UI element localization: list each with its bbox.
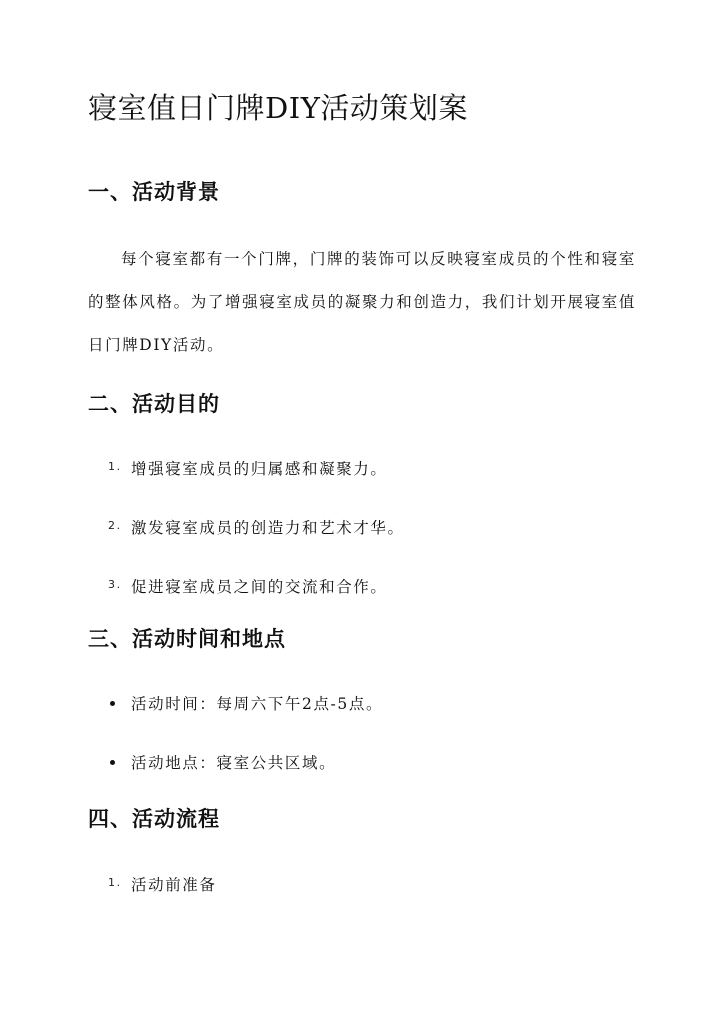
list-number: 1. bbox=[108, 876, 122, 889]
list-item bbox=[88, 457, 636, 516]
time-place-list bbox=[88, 692, 636, 810]
section-heading-background: 一、活动背景 bbox=[88, 179, 220, 204]
document-title: 寝室值日门牌DIY活动策划案 bbox=[88, 91, 468, 125]
list-item bbox=[88, 751, 636, 810]
list-number: 1. bbox=[108, 460, 122, 473]
background-paragraph: 每个寝室都有一个门牌，门牌的装饰可以反映寝室成员的个性和寝室的整体风格。为了增强寝室成员的凝聚力和创造力，我们计划开展寝室值日门牌DIY活动。 bbox=[88, 250, 636, 354]
bullet-icon bbox=[110, 701, 115, 706]
list-item bbox=[88, 873, 636, 932]
list-item-text: 促进寝室成员之间的交流和合作。 bbox=[131, 578, 388, 596]
list-item bbox=[88, 692, 636, 751]
process-list bbox=[88, 873, 636, 932]
list-item bbox=[88, 516, 636, 575]
section-heading-goals: 二、活动目的 bbox=[88, 391, 220, 416]
section-heading-process: 四、活动流程 bbox=[88, 806, 220, 831]
section-heading-time-place: 三、活动时间和地点 bbox=[88, 626, 286, 651]
list-item-text: 激发寝室成员的创造力和艺术才华。 bbox=[131, 519, 405, 537]
list-item-text: 活动时间：每周六下午2点-5点。 bbox=[131, 695, 384, 713]
bullet-icon bbox=[110, 760, 115, 765]
list-item-text: 增强寝室成员的归属感和凝聚力。 bbox=[131, 460, 388, 478]
list-number: 2. bbox=[108, 519, 122, 532]
goals-list bbox=[88, 457, 636, 634]
list-number: 3. bbox=[108, 578, 122, 591]
list-item-text: 活动地点：寝室公共区域。 bbox=[131, 754, 337, 772]
list-item-text: 活动前准备 bbox=[131, 876, 217, 894]
